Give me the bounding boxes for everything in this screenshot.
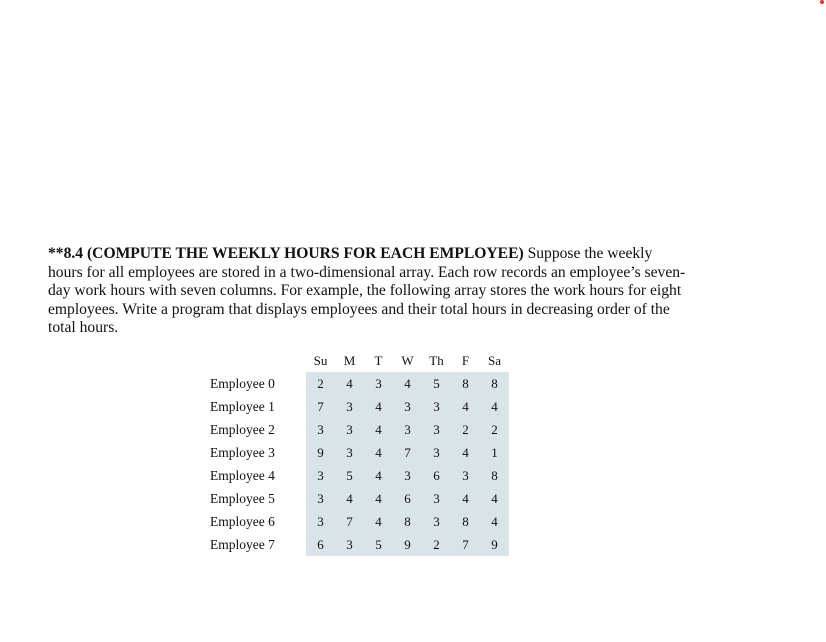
table-row — [210, 487, 509, 510]
hours-cell: 3 — [393, 418, 422, 441]
hours-cell: 3 — [335, 441, 364, 464]
employee-label: Employee 6 — [210, 513, 275, 529]
hours-cell: 4 — [364, 418, 393, 441]
hours-cell: 3 — [422, 395, 451, 418]
hours-cell: 7 — [393, 441, 422, 464]
hours-cell: 9 — [480, 533, 509, 556]
hours-cell: 4 — [364, 395, 393, 418]
hours-cell: 5 — [364, 533, 393, 556]
employee-label: Employee 7 — [210, 536, 275, 552]
hours-cell: 3 — [422, 441, 451, 464]
hours-cell: 4 — [364, 510, 393, 533]
hours-table — [210, 350, 509, 556]
hours-cell: 7 — [335, 510, 364, 533]
hours-cell: 6 — [306, 533, 335, 556]
table-row — [210, 372, 509, 395]
hours-cell: 5 — [422, 372, 451, 395]
employee-label: Employee 1 — [210, 398, 275, 414]
day-header: Th — [429, 353, 444, 368]
hours-cell: 4 — [451, 487, 480, 510]
hours-cell: 5 — [335, 464, 364, 487]
header-spacer — [210, 350, 306, 372]
hours-cell: 8 — [393, 510, 422, 533]
table-row — [210, 395, 509, 418]
hours-cell: 3 — [451, 464, 480, 487]
hours-cell: 4 — [480, 510, 509, 533]
problem-statement — [48, 245, 688, 338]
hours-cell: 2 — [422, 533, 451, 556]
hours-cell: 2 — [451, 418, 480, 441]
hours-cell: 3 — [393, 464, 422, 487]
hours-cell: 3 — [335, 418, 364, 441]
problem-title: **8.4 (COMPUTE THE WEEKLY HOURS FOR EACH EMPLOYEE) — [48, 245, 524, 262]
hours-cell: 4 — [393, 372, 422, 395]
table-row — [210, 464, 509, 487]
table-header-row — [210, 350, 509, 372]
hours-cell: 4 — [480, 395, 509, 418]
hours-cell: 8 — [451, 372, 480, 395]
hours-cell: 9 — [306, 441, 335, 464]
hours-cell: 4 — [364, 464, 393, 487]
hours-cell: 3 — [335, 395, 364, 418]
hours-cell: 4 — [364, 487, 393, 510]
employee-label: Employee 5 — [210, 490, 275, 506]
hours-cell: 8 — [451, 510, 480, 533]
hours-cell: 8 — [480, 464, 509, 487]
hours-cell: 9 — [393, 533, 422, 556]
hours-cell: 6 — [422, 464, 451, 487]
hours-cell: 2 — [480, 418, 509, 441]
hours-cell: 4 — [364, 441, 393, 464]
hours-cell: 3 — [364, 372, 393, 395]
day-header: Sa — [488, 353, 501, 368]
corner-marker-dot — [820, 0, 824, 4]
day-header: M — [343, 353, 356, 368]
hours-cell: 4 — [335, 372, 364, 395]
hours-cell: 3 — [335, 533, 364, 556]
employee-label: Employee 0 — [210, 375, 275, 391]
hours-cell: 7 — [306, 395, 335, 418]
table-row — [210, 533, 509, 556]
hours-cell: 3 — [306, 418, 335, 441]
hours-cell: 2 — [306, 372, 335, 395]
hours-cell: 4 — [480, 487, 509, 510]
hours-cell: 1 — [480, 441, 509, 464]
employee-label: Employee 4 — [210, 467, 275, 483]
employee-label: Employee 3 — [210, 444, 275, 460]
hours-cell: 6 — [393, 487, 422, 510]
day-header: T — [374, 353, 383, 368]
day-header: W — [401, 353, 414, 368]
day-header: F — [461, 353, 470, 368]
employee-label: Employee 2 — [210, 421, 275, 437]
day-header: Su — [313, 353, 328, 368]
hours-table-body — [210, 372, 509, 556]
hours-cell: 3 — [393, 395, 422, 418]
hours-cell: 3 — [422, 510, 451, 533]
hours-cell: 3 — [306, 510, 335, 533]
hours-cell: 3 — [306, 464, 335, 487]
hours-cell: 4 — [335, 487, 364, 510]
hours-table-container — [210, 350, 509, 556]
hours-cell: 4 — [451, 441, 480, 464]
hours-cell: 4 — [451, 395, 480, 418]
table-row — [210, 418, 509, 441]
hours-cell: 7 — [451, 533, 480, 556]
table-row — [210, 510, 509, 533]
problem-body: Suppose the weekly hours for all employees are stored in a two-dimensional array. Each row records an employee’s seven-day work hours with seven columns. For example, the following array stores the work hours for eight employees. Write a program that displays employees and their total hours in decreasing order of the total hours. — [48, 245, 686, 337]
hours-cell: 3 — [422, 487, 451, 510]
hours-cell: 3 — [422, 418, 451, 441]
hours-cell: 8 — [480, 372, 509, 395]
hours-cell: 3 — [306, 487, 335, 510]
table-row — [210, 441, 509, 464]
